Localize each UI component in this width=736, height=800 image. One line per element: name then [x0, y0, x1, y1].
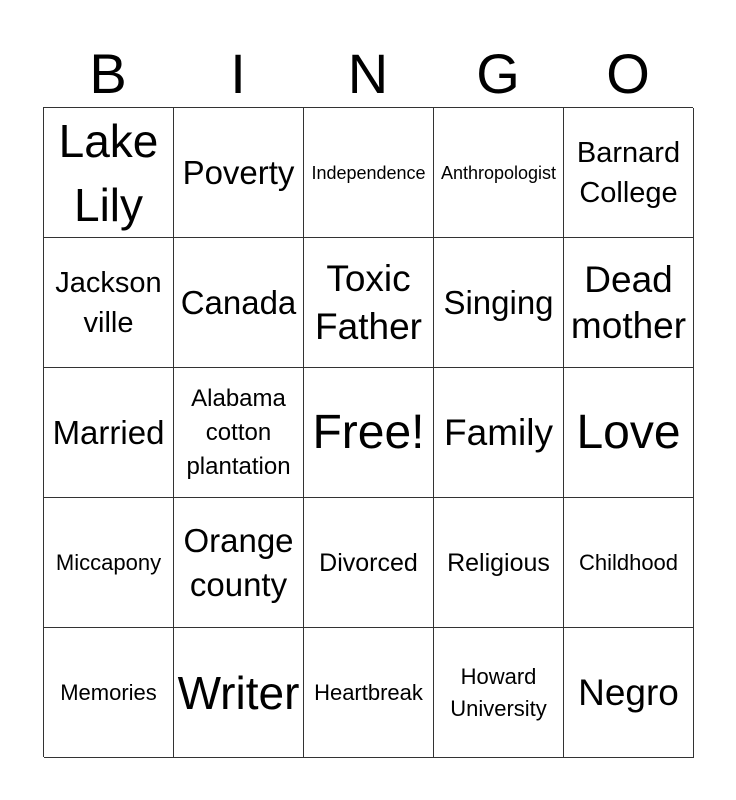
free-space [304, 368, 434, 498]
cell-text: Poverty [182, 153, 295, 191]
cell-text: Married [52, 413, 165, 451]
cell-text: Independence [311, 162, 426, 183]
bingo-cell [44, 498, 174, 628]
header-letter-b: B [89, 42, 127, 105]
cell-text: Howard University [450, 663, 547, 721]
cell-text: Toxic Father [315, 257, 422, 347]
bingo-cell [174, 368, 304, 498]
cell-text: Divorced [319, 548, 418, 577]
cell-text: Religious [447, 548, 550, 577]
cell-text: Heartbreak [314, 679, 423, 705]
bingo-cell [44, 368, 174, 498]
bingo-cell [174, 628, 304, 758]
bingo-header [43, 40, 693, 108]
bingo-cell [304, 498, 434, 628]
header-letter-n: N [347, 42, 389, 105]
cell-text: Memories [60, 679, 157, 705]
cell-text: Singing [443, 283, 554, 321]
bingo-cell [304, 238, 434, 368]
bingo-cell [434, 368, 564, 498]
cell-text: Anthropologist [440, 162, 557, 183]
cell-text: Writer [177, 666, 300, 719]
bingo-cell [434, 628, 564, 758]
bingo-cell [44, 238, 174, 368]
cell-text: Alabama cotton plantation [186, 384, 291, 480]
cell-text: Canada [180, 283, 297, 321]
bingo-cell [174, 108, 304, 238]
header-letter-g: G [476, 42, 520, 105]
cell-text: Lake Lily [58, 114, 159, 231]
header-letter-i: I [230, 42, 246, 105]
bingo-cell [564, 628, 694, 758]
bingo-cell [174, 498, 304, 628]
cell-text: Free! [312, 405, 425, 459]
bingo-cell [564, 108, 694, 238]
bingo-cell [304, 108, 434, 238]
cell-text: Family [444, 411, 553, 453]
header-letter-o: O [606, 42, 650, 105]
cell-text: Orange county [183, 521, 294, 603]
bingo-cell [564, 498, 694, 628]
cell-text: Negro [578, 671, 679, 713]
cell-text: Love [576, 405, 681, 459]
bingo-cell [564, 368, 694, 498]
bingo-board [43, 107, 693, 757]
bingo-cell [44, 628, 174, 758]
cell-text: Dead mother [570, 258, 687, 346]
cell-text: Miccapony [55, 549, 162, 575]
bingo-cell [434, 108, 564, 238]
bingo-cell [564, 238, 694, 368]
cell-text: Barnard College [576, 136, 681, 209]
bingo-cell [304, 628, 434, 758]
bingo-cell [434, 238, 564, 368]
cell-text: Jackson ville [55, 266, 162, 339]
bingo-cell [434, 498, 564, 628]
cell-text: Childhood [578, 549, 679, 575]
bingo-cell [174, 238, 304, 368]
bingo-cell [44, 108, 174, 238]
